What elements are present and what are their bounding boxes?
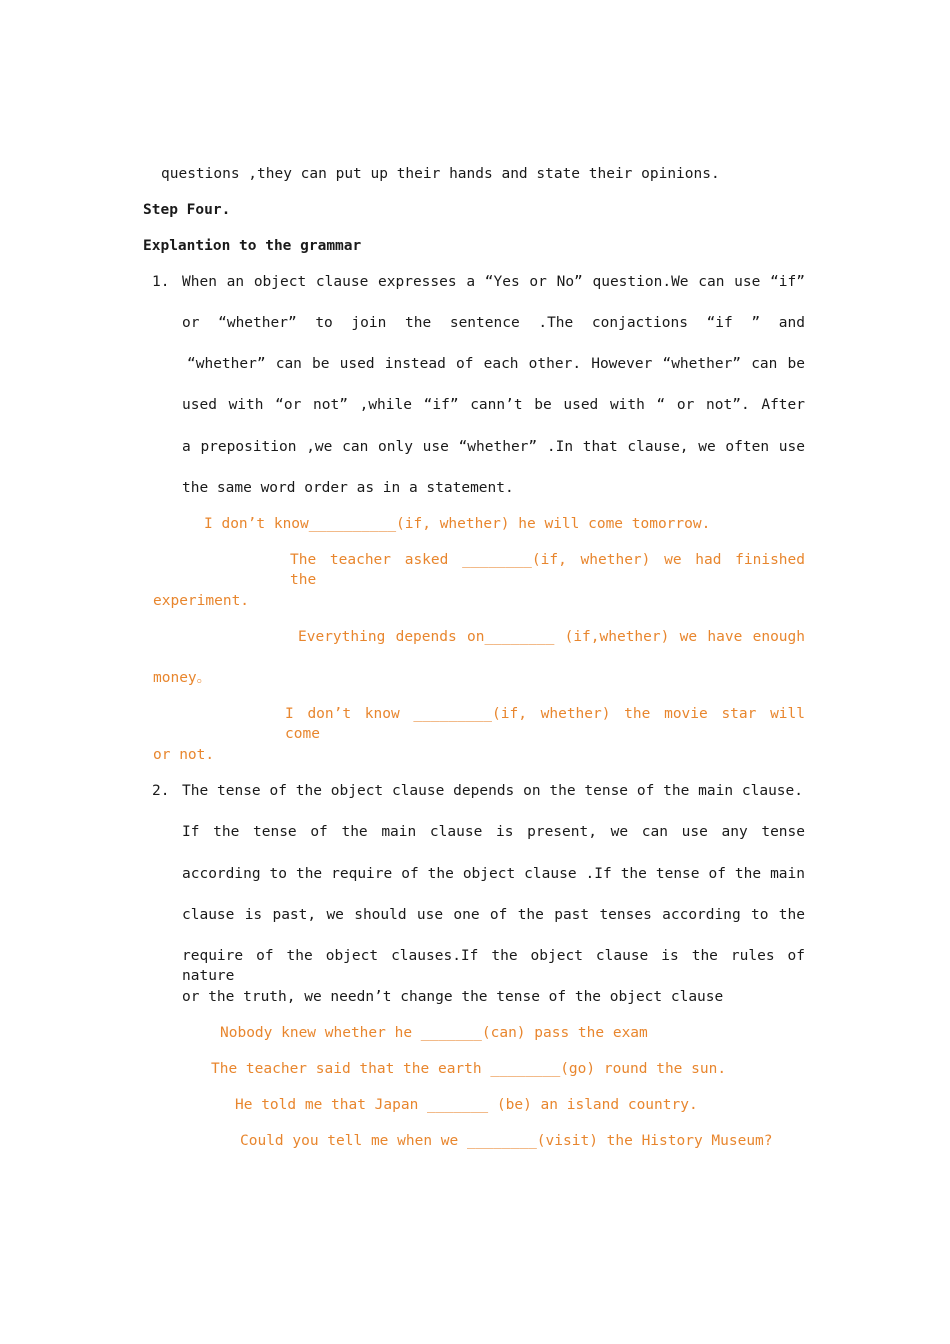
point-2-line: clause is past, we should use one of the past tenses according to the [182,907,805,923]
point-1-line: or “whether” to join the sentence .The conjactions “if ” and [182,315,805,331]
point-1-line: the same word order as in a statement. [182,480,514,496]
example-sentence: I don’t know _________(if, whether) the movie star will come [285,706,805,742]
point-1-line: used with “or not” ,while “if” cann’t be used with “ or not”. After [182,397,805,413]
example-sentence: The teacher asked ________(if, whether) we had finished the [290,552,805,588]
example-sentence: Nobody knew whether he _______(can) pass the exam [220,1025,648,1041]
point-2-line: require of the object clauses.If the object clause is the rules of nature [182,948,805,984]
point-2-line: If the tense of the main clause is present, we can use any tense [182,824,805,840]
step-heading: Step Four. [143,202,231,218]
point-2-number: 2. [152,783,170,799]
point-2-line: or the truth, we needn’t change the tense of the object clause [182,989,724,1005]
example-sentence: The teacher said that the earth ________(go) round the sun. [211,1061,727,1077]
example-sentence-continued: experiment. [153,593,250,609]
intro-continuation: questions ,they can put up their hands and state their opinions. [161,166,720,182]
point-2-line: The tense of the object clause depends on the tense of the main clause. [182,783,803,799]
point-2-line: according to the require of the object clause .If the tense of the main [182,866,805,882]
example-sentence: He told me that Japan _______ (be) an island country. [235,1097,698,1113]
example-sentence-continued: or not. [153,747,215,763]
example-sentence: I don’t know__________(if, whether) he will come tomorrow. [204,516,711,532]
point-1-line: When an object clause expresses a “Yes or No” question.We can use “if” [182,274,805,290]
example-sentence: Could you tell me when we ________(visit) the History Museum? [240,1133,773,1149]
section-heading: Explantion to the grammar [143,238,362,254]
point-1-line: “whether” can be used instead of each other. However “whether” can be [187,356,805,372]
example-sentence-continued: money。 [153,670,212,686]
example-sentence: Everything depends on________ (if,whether) we have enough [298,629,805,645]
point-1-line: a preposition ,we can only use “whether” .In that clause, we often use [182,439,805,455]
point-1-number: 1. [152,274,170,290]
